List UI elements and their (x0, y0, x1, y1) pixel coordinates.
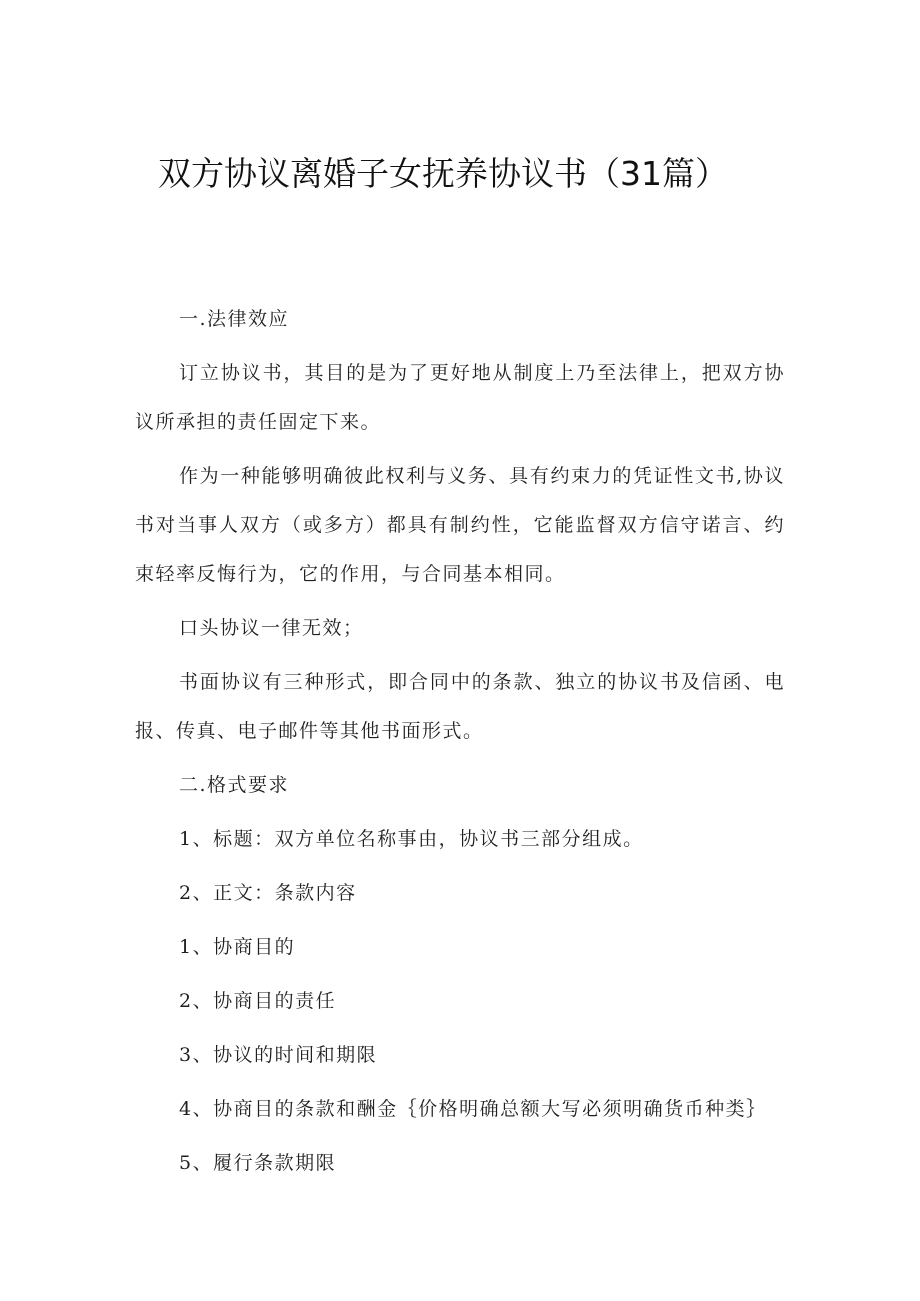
body-paragraph: 订立协议书，其目的是为了更好地从制度上乃至法律上，把双方协议所承担的责任固定下来。 (135, 362, 785, 433)
list-item: 4、协商目的条款和酬金｛价格明确总额大写必须明确货币种类｝ (179, 1098, 767, 1120)
list-item: 2、协商目的责任 (179, 990, 337, 1012)
body-paragraph: 口头协议一律无效； (179, 617, 364, 639)
list-item: 1、标题：双方单位名称事由，协议书三部分组成。 (179, 828, 644, 850)
section-heading-legal-effect: 一.法律效应 (179, 308, 290, 330)
body-paragraph: 作为一种能够明确彼此权利与义务、具有约束力的凭证性文书,协议书对当事人双方（或多方）都具有制约性，它能监督双方信守诺言、约束轻率反悔行为，它的作用，与合同基本相同。 (135, 465, 785, 585)
body-paragraph: 书面协议有三种形式，即合同中的条款、独立的协议书及信函、电报、传真、电子邮件等其他书面形式。 (135, 671, 785, 742)
section-heading-format: 二.格式要求 (179, 774, 290, 796)
document-title: 双方协议离婚子女抚养协议书（31篇） (158, 154, 728, 193)
document-body (135, 295, 785, 1188)
list-item: 2、正文：条款内容 (179, 882, 357, 904)
list-item: 1、协商目的 (179, 936, 296, 958)
list-item: 5、履行条款期限 (179, 1152, 337, 1174)
list-item: 3、协议的时间和期限 (179, 1044, 378, 1066)
